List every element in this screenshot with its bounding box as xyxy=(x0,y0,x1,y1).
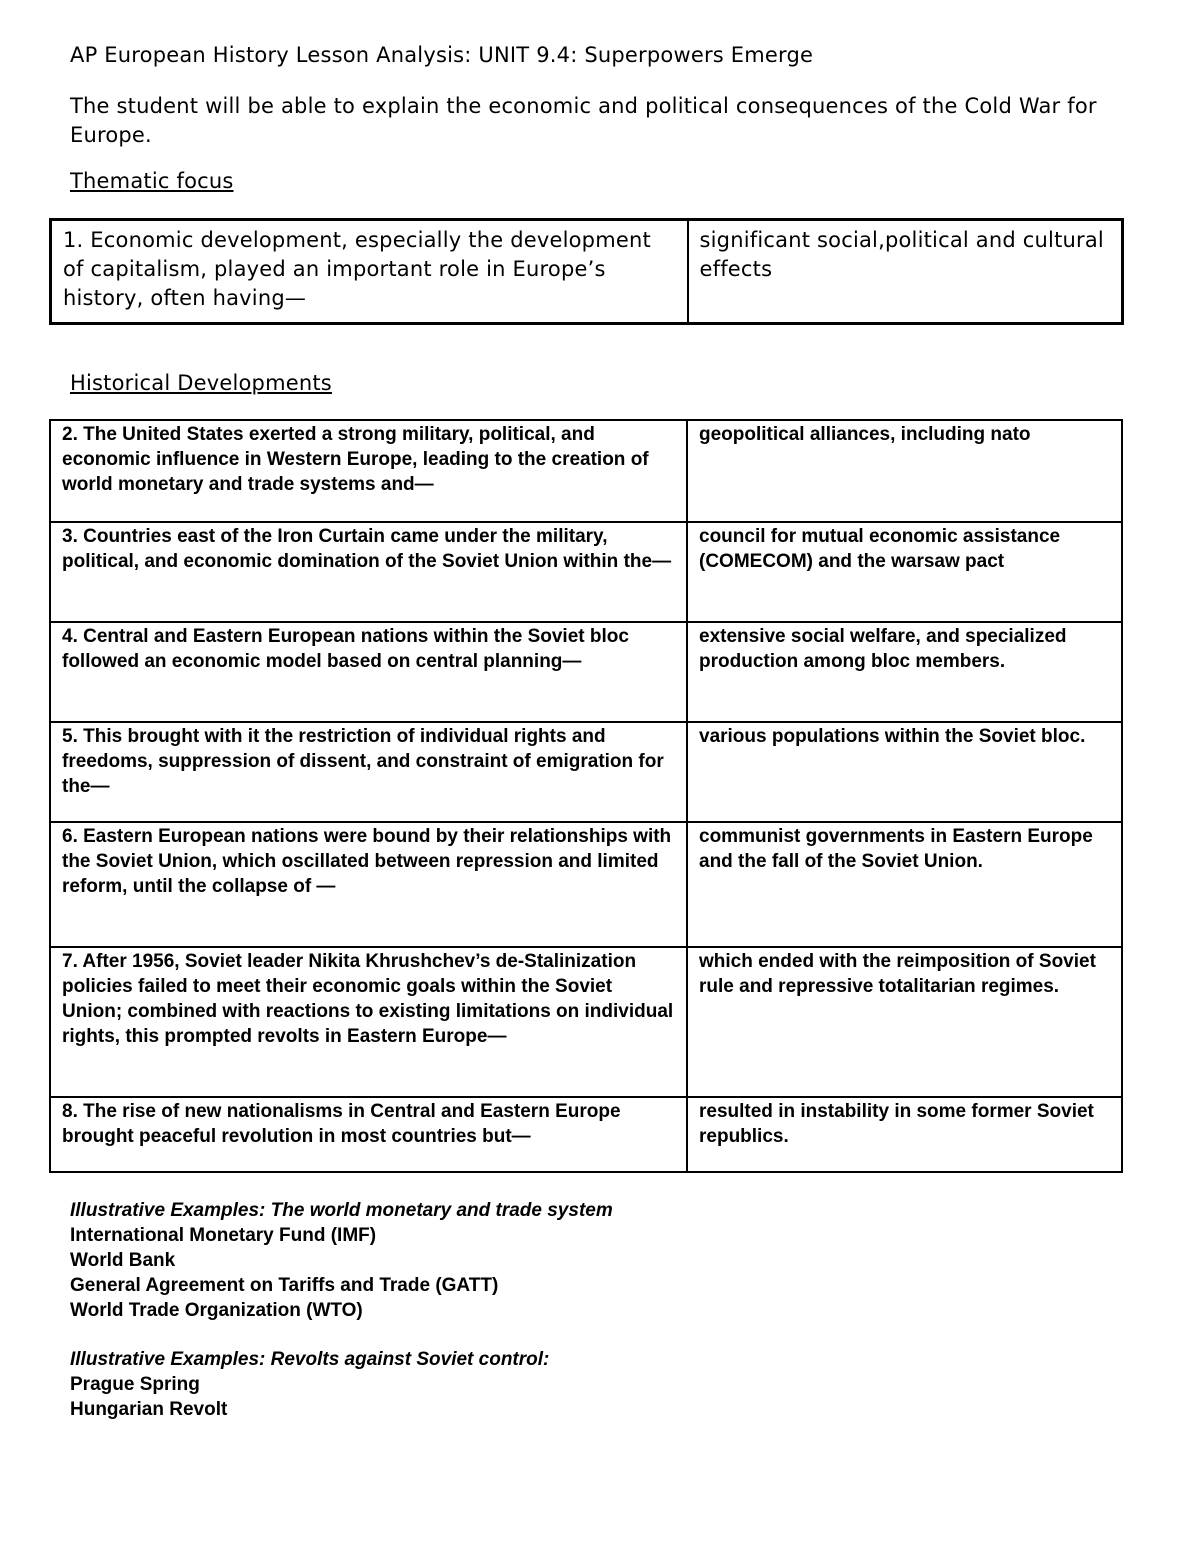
table-row xyxy=(50,1097,1122,1172)
illustrative-examples-revolts xyxy=(70,1347,549,1422)
table-row xyxy=(50,947,1122,1097)
prompt-cell: 6. Eastern European nations were bound by their relationships with the Soviet Union, which oscillated between repression and limited reform, until the collapse of — xyxy=(50,822,687,947)
answer-cell: communist governments in Eastern Europe and the fall of the Soviet Union. xyxy=(687,822,1122,947)
thematic-focus-table xyxy=(49,218,1124,325)
table-row xyxy=(50,420,1122,522)
thematic-focus-heading: Thematic focus xyxy=(70,169,234,193)
list-item: General Agreement on Tariffs and Trade (GATT) xyxy=(70,1275,499,1296)
answer-cell: significant social,political and cultural effects xyxy=(699,228,1104,281)
examples-heading: Illustrative Examples: The world monetary and trade system xyxy=(70,1200,613,1221)
historical-developments-table xyxy=(49,419,1123,1173)
prompt-cell: 2. The United States exerted a strong military, political, and economic influence in Western Europe, leading to the creation of world monetary and trade systems and— xyxy=(50,420,687,522)
list-item: World Trade Organization (WTO) xyxy=(70,1300,363,1321)
table-row xyxy=(50,522,1122,622)
answer-cell: various populations within the Soviet bloc. xyxy=(687,722,1122,822)
list-item: International Monetary Fund (IMF) xyxy=(70,1225,377,1246)
answer-cell: geopolitical alliances, including nato xyxy=(699,424,1031,445)
historical-developments-heading: Historical Developments xyxy=(70,371,332,395)
table-row xyxy=(50,622,1122,722)
illustrative-examples-monetary xyxy=(70,1198,613,1323)
table-row xyxy=(50,722,1122,822)
answer-cell: which ended with the reimposition of Soviet rule and repressive totalitarian regimes. xyxy=(687,947,1122,1097)
list-item: Prague Spring xyxy=(70,1374,200,1395)
prompt-cell: 7. After 1956, Soviet leader Nikita Khrushchev’s de-Stalinization policies failed to meet their economic goals within the Soviet Union; combined with reactions to existing limitations on individual rights, this prompted revolts in Eastern Europe— xyxy=(50,947,687,1097)
prompt-cell: 4. Central and Eastern European nations within the Soviet bloc followed an economic model based on central planning— xyxy=(50,622,687,722)
learning-objective: The student will be able to explain the economic and political consequences of the Cold War for Europe. xyxy=(70,94,1097,147)
document-title: AP European History Lesson Analysis: UNIT 9.4: Superpowers Emerge xyxy=(70,43,814,67)
answer-cell: extensive social welfare, and specialized production among bloc members. xyxy=(687,622,1122,722)
prompt-cell: 5. This brought with it the restriction of individual rights and freedoms, suppression of dissent, and constraint of emigration for the— xyxy=(50,722,687,822)
table-row xyxy=(50,822,1122,947)
prompt-cell: 3. Countries east of the Iron Curtain came under the military, political, and economic domination of the Soviet Union within the— xyxy=(50,522,687,622)
examples-heading: Illustrative Examples: Revolts against Soviet control: xyxy=(70,1349,550,1370)
list-item: World Bank xyxy=(70,1250,176,1271)
answer-cell: council for mutual economic assistance (COMECOM) and the warsaw pact xyxy=(687,522,1122,622)
list-item: Hungarian Revolt xyxy=(70,1399,228,1420)
prompt-cell: 1. Economic development, especially the development of capitalism, played an important role in Europe’s history, often having— xyxy=(51,220,688,324)
prompt-cell: 8. The rise of new nationalisms in Central and Eastern Europe brought peaceful revolution in most countries but— xyxy=(50,1097,687,1172)
answer-cell: resulted in instability in some former Soviet republics. xyxy=(687,1097,1122,1172)
table-row xyxy=(51,220,1123,324)
